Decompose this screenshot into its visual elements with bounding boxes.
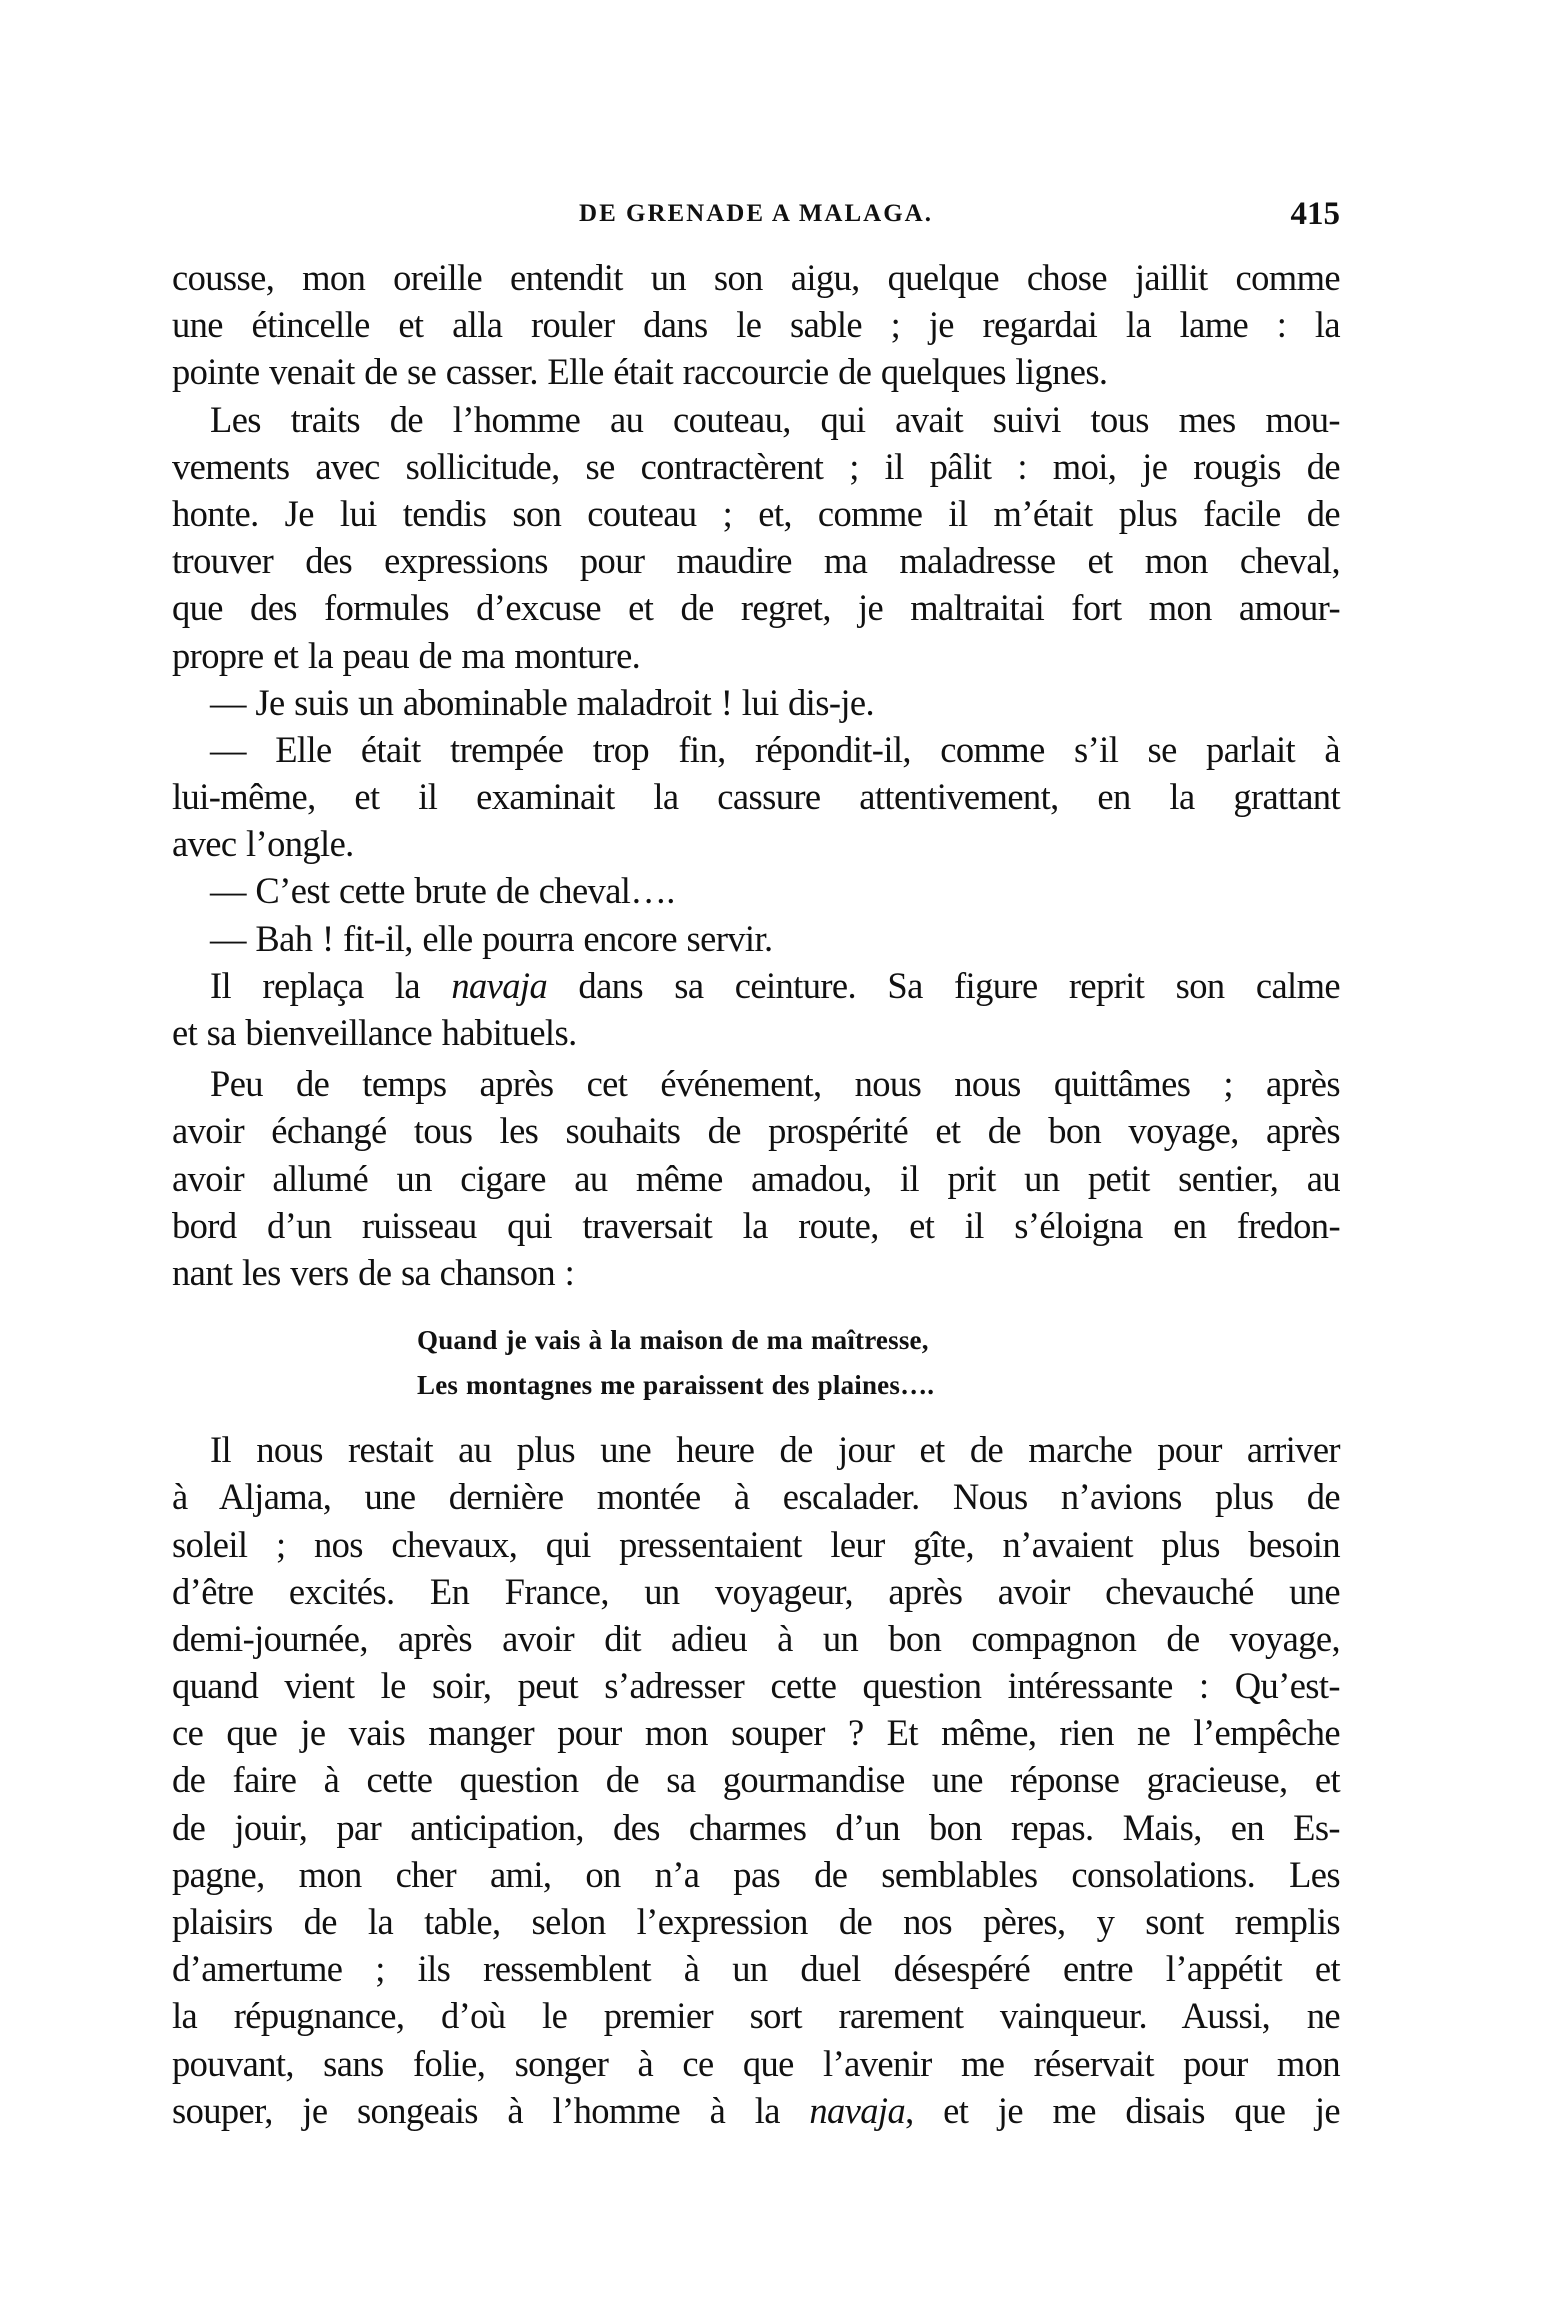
- text-line: de jouir, par anticipation, des charmes d’un bon repas. Mais, en Es-: [172, 1806, 1340, 1848]
- paragraph: [172, 254, 1340, 396]
- text-line: et sa bienveillance habituels.: [172, 1012, 577, 1053]
- text-line: d’être excités. En France, un voyageur, après avoir chevauché une: [172, 1570, 1340, 1612]
- text-line: pagne, mon cher ami, on n’a pas de semblables consolations. Les: [172, 1853, 1340, 1895]
- text-line: que des formules d’excuse et de regret, je maltraitai fort mon amour-: [172, 587, 1340, 629]
- text-line: ce que je vais manger pour mon souper ? Et même, rien ne l’empêche: [172, 1712, 1340, 1754]
- text-line: plaisirs de la table, selon l’expression de nos pères, y sont remplis: [172, 1901, 1340, 1942]
- text-line: — Je suis un abominable maladroit ! lui dis-je.: [210, 681, 875, 723]
- text-line: soleil ; nos chevaux, qui pressentaient leur gîte, n’avaient plus besoin: [172, 1523, 1340, 1565]
- paragraph: [172, 1060, 1340, 1296]
- dialogue-paragraph: [172, 679, 1340, 726]
- text-line: la répugnance, d’où le premier sort rarement vainqueur. Aussi, ne: [172, 1995, 1340, 2037]
- text-line: Peu de temps après cet événement, nous nous quittâmes ; après: [210, 1063, 1340, 1105]
- dialogue-paragraph: [172, 915, 1340, 962]
- verse-quotation: [417, 1318, 1340, 1408]
- text-line: vements avec sollicitude, se contractèrent ; il pâlit : moi, je rougis de: [172, 445, 1340, 487]
- text-line: cousse, mon oreille entendit un son aigu, quelque chose jaillit comme: [172, 257, 1340, 298]
- text-line: avoir échangé tous les souhaits de prospérité et de bon voyage, après: [172, 1110, 1340, 1152]
- verse-line: Quand je vais à la maison de ma maîtresse,: [417, 1325, 929, 1356]
- text-line: demi-journée, après avoir dit adieu à un bon compagnon de voyage,: [172, 1617, 1340, 1659]
- text-line: lui-même, et il examinait la cassure attentivement, en la grattant: [172, 776, 1340, 818]
- page-number: 415: [1290, 196, 1340, 232]
- text-line: avoir allumé un cigare au même amadou, il prit un petit sentier, au: [172, 1157, 1340, 1199]
- text-line: Il nous restait au plus une heure de jour et de marche pour arriver: [210, 1429, 1340, 1471]
- text-line: avec l’ongle.: [172, 823, 354, 865]
- text-line: — Bah ! fit-il, elle pourra encore servir.: [210, 917, 773, 959]
- text-line: une étincelle et alla rouler dans le sable ; je regardai la lame : la: [172, 304, 1340, 346]
- paragraph: [172, 396, 1340, 679]
- text-line: bord d’un ruisseau qui traversait la route, et il s’éloigna en fredon-: [172, 1204, 1340, 1246]
- dialogue-paragraph: [172, 726, 1340, 868]
- text-line: — Elle était trempée trop fin, répondit-il, comme s’il se parlait à: [210, 728, 1340, 770]
- text-line: à Aljama, une dernière montée à escalader. Nous n’avions plus de: [172, 1476, 1340, 1518]
- paragraph: [172, 1426, 1340, 2134]
- running-head: [172, 196, 1340, 232]
- text-line: d’amertume ; ils ressemblent à un duel désespéré entre l’appétit et: [172, 1948, 1340, 1990]
- text-line: trouver des expressions pour maudire ma maladresse et mon cheval,: [172, 540, 1340, 582]
- body-text: [172, 254, 1340, 2134]
- text-line: — C’est cette brute de cheval….: [210, 870, 675, 912]
- text-line: pointe venait de se casser. Elle était raccourcie de quelques lignes.: [172, 351, 1108, 393]
- text-line: pouvant, sans folie, songer à ce que l’avenir me réservait pour mon: [172, 2042, 1340, 2084]
- text-line: souper, je songeais à l’homme à la navaja, et je me disais que je: [172, 2089, 1340, 2131]
- italic-word: navaja: [451, 964, 548, 1006]
- italic-word: navaja: [809, 2089, 906, 2131]
- text-line: de faire à cette question de sa gourmandise une réponse gracieuse, et: [172, 1759, 1340, 1801]
- paragraph: [172, 962, 1340, 1056]
- running-title: DE GRENADE A MALAGA.: [579, 200, 933, 227]
- dialogue-paragraph: [172, 867, 1340, 914]
- text-line: Les traits de l’homme au couteau, qui avait suivi tous mes mou-: [210, 398, 1340, 440]
- text-line: propre et la peau de ma monture.: [172, 634, 641, 676]
- text-line: honte. Je lui tendis son couteau ; et, comme il m’était plus facile de: [172, 492, 1340, 534]
- text-line: quand vient le soir, peut s’adresser cette question intéressante : Qu’est-: [172, 1665, 1340, 1707]
- text-line: Il replaça la navaja dans sa ceinture. Sa figure reprit son calme: [210, 964, 1340, 1006]
- verse-line: Les montagnes me paraissent des plaines….: [417, 1370, 935, 1401]
- text-line: nant les vers de sa chanson :: [172, 1251, 575, 1293]
